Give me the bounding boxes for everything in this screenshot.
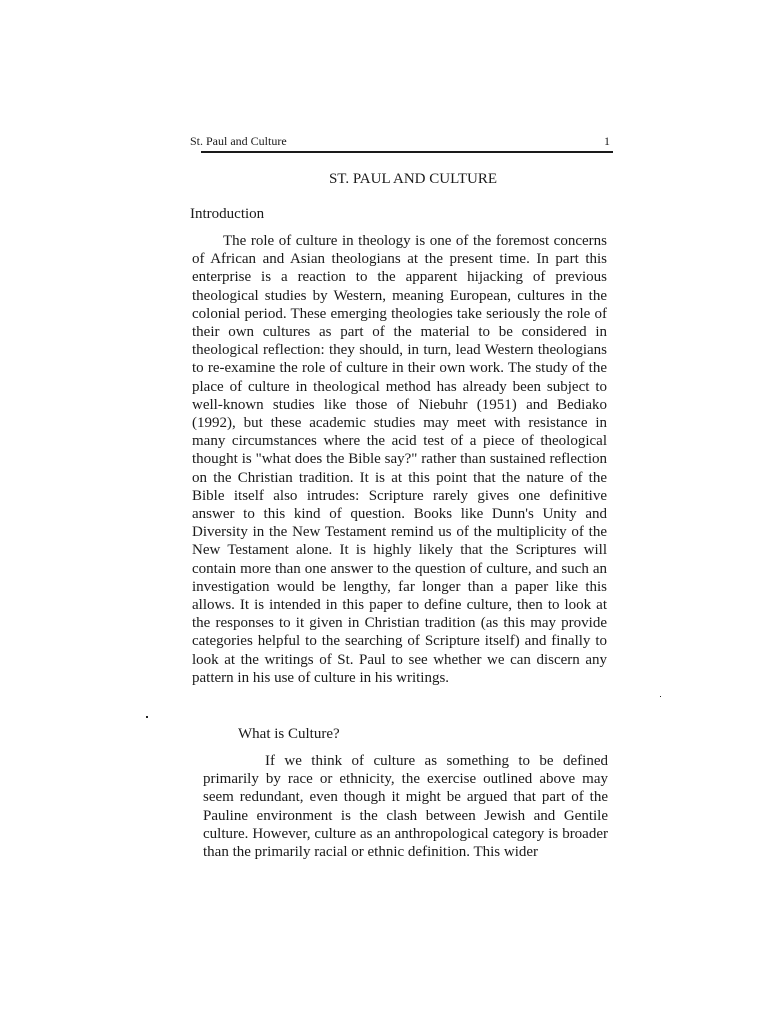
scan-speck	[660, 696, 661, 697]
paragraph-what-is-culture: If we think of culture as something to be defined primarily by race or ethnicity, the exercise outlined above may seem redundant, even though it might be argued that part of the Pauline environment is the clash between Jewish and Gentile culture. However, culture as an anthropological category is broader than the primarily racial or ethnic definition. This wider	[203, 753, 608, 861]
header-rule	[201, 151, 613, 153]
section-heading-introduction: Introduction	[190, 206, 265, 222]
document-title: ST. PAUL AND CULTURE	[328, 171, 498, 187]
running-head-title: St. Paul and Culture	[190, 134, 287, 148]
section-heading-what-is-culture: What is Culture?	[238, 726, 340, 742]
paragraph-introduction: The role of culture in theology is one of the foremost concerns of African and Asian theologians at the present time. In part this enterprise is a reaction to the apparent hijacking of previous theological studies by Western, meaning European, cultures in the colonial period. These emerging theologies take seriously the role of their own cultures as part of the material to be considered in theological reflection: they should, in turn, lead Western theologians to re-examine the role of culture in their own work. The study of the place of culture in theological method has already been subject to well-known studies like those of Niebuhr (1951) and Bediako (1992), but these academic studies may meet with resistance in many circumstances where the acid test of a piece of theological thought is "what does the Bible say?" rather than sustained reflection on the Christian tradition. It is at this point that the nature of the Bible itself also intrudes: Scripture rarely gives one definitive answer to this kind of question. Books like Dunn's Unity and Diversity in the New Testament remind us of the multiplicity of the New Testament alone. It is highly likely that the Scriptures will contain more than one answer to the question of culture, and such an investigation would be lengthy, far longer than a paper like this allows. It is intended in this paper to define culture, then to look at the responses to it given in Christian tradition (as this may provide categories helpful to the searching of Scripture itself) and finally to look at the writings of St. Paul to see whether we can discern any pattern in his use of culture in his writings.	[192, 233, 607, 686]
page-number: 1	[604, 134, 610, 148]
scan-speck	[146, 716, 148, 718]
